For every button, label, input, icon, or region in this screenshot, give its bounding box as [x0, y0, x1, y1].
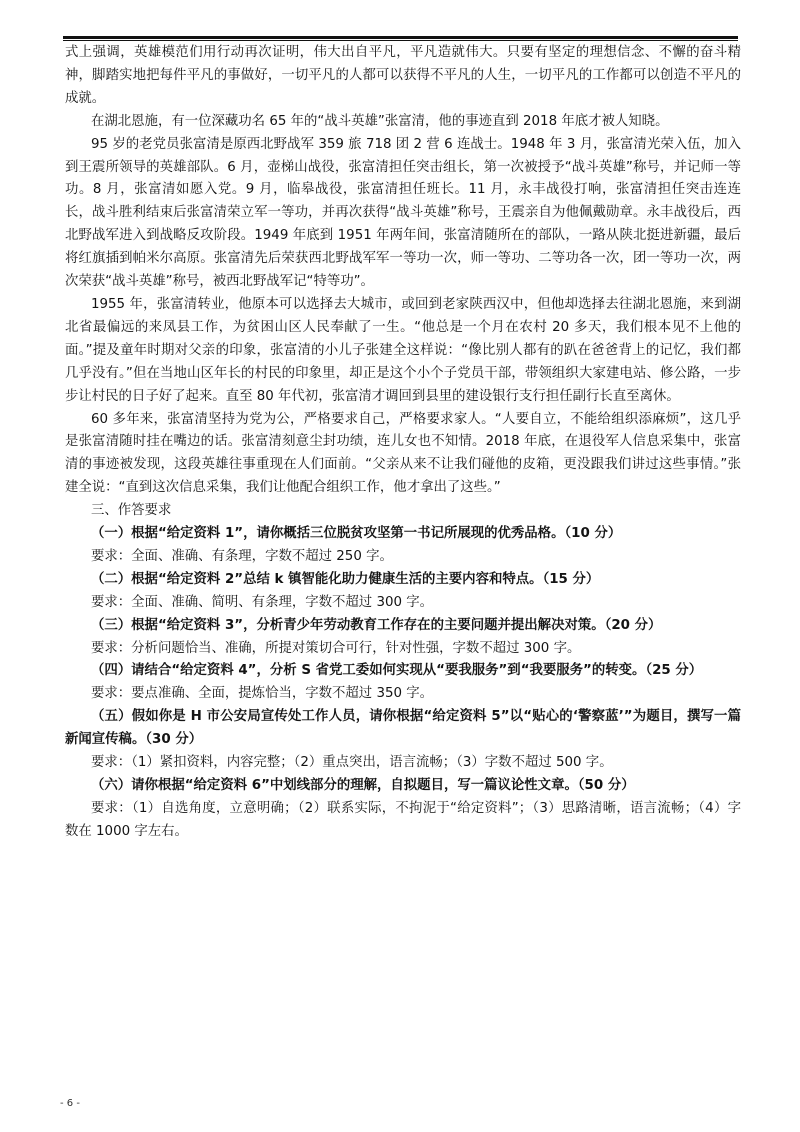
- question-6: （六）请你根据“给定资料 6”中划线部分的理解，自拟题目，写一篇议论性文章。（50 分）: [91, 778, 635, 793]
- question-3: （三）根据“给定资料 3”，分析青少年劳动教育工作存在的主要问题并提出解决对策。（20 分）: [91, 617, 662, 633]
- paragraph-enshi-hero: 在湖北恩施，有一位深藏功名 65 年的“战斗英雄”张富清，他的事迹直到 2018 年底才被人知晓。: [91, 113, 669, 129]
- paragraph-military-record: 95 岁的老党员张富清是原西北野战军 359 旅 718 团 2 营 6 连战士。1948 年 3 月，张富清光荣入伍，加入到王震所领导的英雄部队。6 月，壶梯山战役，张富清担任突击组长，第一次被授予“战斗英雄”称号，并记师一等功。8 月，张富清如愿入党。9 月，临皋战役，张富清担任班长。11 月，永丰战役打响，张富清担任突击连连长，战斗胜利结束后张富清荣立军一等功，并再次获得“战斗英雄”称号，王震亲自为他佩戴勋章。永丰战役后，西北野战军进入到战略反攻阶段。1949 年底到 1951 年两年间，张富清随所在的部队，一路从陕北挺进新疆，最后将红旗插到帕米尔高原。张富清先后荣获西北野战军军一等功一次，师一等功、二等功各一次，团一等功一次，两次荣获“战斗英雄”称号，被西北野战军记“特等功”。: [65, 136, 741, 290]
- question-4: （四）请结合“给定资料 4”，分析 S 省党工委如何实现从“要我服务”到“我要服务”的转变。（25 分）: [91, 663, 703, 679]
- question-1: （一）根据“给定资料 1”，请你概括三位脱贫攻坚第一书记所展现的优秀品格。（10 分）: [91, 526, 622, 542]
- question-2: （二）根据“给定资料 2”总结 k 镇智能化助力健康生活的主要内容和特点。（15 分）: [91, 571, 600, 587]
- paragraph-sixty-years: 60 多年来，张富清坚持为党为公，严格要求自己，严格要求家人。“人要自立，不能给组织添麻烦”，这几乎是张富清随时挂在嘴边的话。张富清刻意尘封功绩，连儿女也不知情。2018 年底，在退役军人信息采集中，张富清的事迹被发现，这段英雄往事重现在人们面前。“父亲从来不让我们碰他的皮箱，更没跟我们讲过这些事情。”张建全说：“直到这次信息采集，我们让他配合组织工作，他才拿出了这些。”: [65, 411, 741, 496]
- question-5: （五）假如你是 H 市公安局宣传处工作人员，请你根据“给定资料 5”以“贴心的‘警察蓝’”为题目，撰写一篇新闻宣传稿。（30 分）: [65, 709, 741, 748]
- section-heading-requirements: 三、作答要求: [91, 503, 172, 519]
- page-number: - 6 -: [60, 1098, 80, 1109]
- document-body: [65, 42, 741, 844]
- question-1-requirement: 要求：全面、准确、有条理，字数不超过 250 字。: [91, 548, 393, 564]
- header-rule-thin: [63, 40, 738, 41]
- question-6-requirement: 要求：（1）自选角度，立意明确；（2）联系实际，不拘泥于“给定资料”；（3）思路清晰，语言流畅；（4）字数在 1000 字左右。: [65, 800, 741, 839]
- paragraph-career-1955: 1955 年，张富清转业，他原本可以选择去大城市，或回到老家陕西汉中，但他却选择去往湖北恩施，来到湖北省最偏远的来凤县工作，为贫困山区人民奉献了一生。“他总是一个月在农村 20 多天，我们根本见不上他的面。”提及童年时期对父亲的印象，张富清的小儿子张建全这样说：“像比别人都有的趴在爸爸背上的记忆，我们都几乎没有。”但在当地山区年长的村民的印象里，却正是这个小个子党员干部，带领组织大家建电站、修公路，一步步让村民的日子好了起来。直至 80 年代初，张富清才调回到县里的建设银行支行担任副行长直至离休。: [65, 296, 741, 404]
- question-5-requirement: 要求：（1）紧扣资料，内容完整；（2）重点突出，语言流畅；（3）字数不超过 500 字。: [91, 755, 613, 771]
- question-2-requirement: 要求：全面、准确、简明、有条理，字数不超过 300 字。: [91, 594, 434, 610]
- question-3-requirement: 要求：分析问题恰当、准确，所提对策切合可行，针对性强，字数不超过 300 字。: [91, 640, 581, 656]
- question-4-requirement: 要求：要点准确、全面，提炼恰当，字数不超过 350 字。: [91, 686, 434, 702]
- paragraph-intro-continuation: 式上强调，英雄模范们用行动再次证明，伟大出自平凡，平凡造就伟大。只要有坚定的理想信念、不懈的奋斗精神，脚踏实地把每件平凡的事做好，一切平凡的人都可以获得不平凡的人生，一切平凡的工作都可以创造不平凡的成就。: [65, 45, 741, 106]
- header-rule: [63, 36, 738, 39]
